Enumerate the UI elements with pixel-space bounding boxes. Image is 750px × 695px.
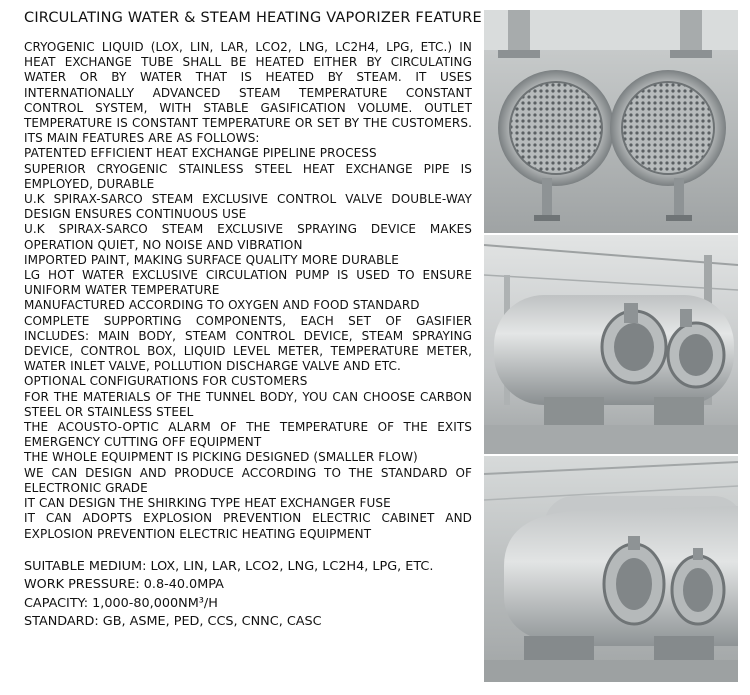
- photo-vaporizer-vessel-angle: [484, 456, 738, 682]
- spec-capacity: CAPACITY: 1,000-80,000NM³/H: [24, 595, 218, 611]
- feature-item: PATENTED EFFICIENT HEAT EXCHANGE PIPELINE PROCESS: [24, 146, 377, 161]
- feature-item: IMPORTED PAINT, MAKING SURFACE QUALITY MORE DURABLE: [24, 252, 399, 267]
- vessel-angle-illustration: [484, 456, 738, 682]
- spec-list: [24, 558, 472, 632]
- spec-pressure: WORK PRESSURE: 0.8-40.0MPA: [24, 577, 224, 593]
- feature-item: COMPLETE SUPPORTING COMPONENTS, EACH SET OF GASIFIER INCLUDES: MAIN BODY, STEAM CONTROL DEVICE, STEAM SPRAYING DEVICE, CONTROL BOX, LIQUID LEVEL METER, TEMPERATURE METER, WATER INLET VALVE, POLLUTION DISCHARGE VALVE AND ETC.: [24, 313, 472, 374]
- feature-description: [24, 40, 472, 542]
- feature-text-column: [24, 10, 482, 632]
- feature-item: THE WHOLE EQUIPMENT IS PICKING DESIGNED (SMALLER FLOW): [24, 450, 418, 465]
- optional-heading: OPTIONAL CONFIGURATIONS FOR CUSTOMERS: [24, 374, 308, 389]
- feature-item: IT CAN DESIGN THE SHIRKING TYPE HEAT EXCHANGER FUSE: [24, 496, 391, 511]
- photo-tube-sheet-closeup: [484, 10, 738, 233]
- feature-item: IT CAN ADOPTS EXPLOSION PREVENTION ELECTRIC CABINET AND EXPLOSION PREVENTION ELECTRIC HEATING EQUIPMENT: [24, 511, 472, 541]
- feature-item: FOR THE MATERIALS OF THE TUNNEL BODY, YOU CAN CHOOSE CARBON STEEL OR STAINLESS STEEL: [24, 389, 472, 419]
- feature-item: LG HOT WATER EXCLUSIVE CIRCULATION PUMP IS USED TO ENSURE UNIFORM WATER TEMPERATURE: [24, 268, 472, 298]
- feature-item: SUPERIOR CRYOGENIC STAINLESS STEEL HEAT EXCHANGE PIPE IS EMPLOYED, DURABLE: [24, 161, 472, 191]
- tube-sheet-illustration: [484, 10, 738, 233]
- vessel-illustration: [484, 235, 738, 454]
- spec-standard: STANDARD: GB, ASME, PED, CCS, CNNC, CASC: [24, 614, 322, 630]
- intro-paragraph: CRYOGENIC LIQUID (LOX, LIN, LAR, LCO2, LNG, LC2H4, LPG, ETC.) IN HEAT EXCHANGE TUBE SHALL BE HEATED EITHER BY CIRCULATING WATER OR BY WATER THAT IS HEATED BY STEAM. IT USES INTERNATIONALLY ADVANCED STEAM TEMPERATURE CONSTANT CONTROL SYSTEM, WITH STABLE GASIFICATION VOLUME. OUTLET TEMPERATURE IS CONSTANT TEMPERATURE OR SET BY THE CUSTOMERS. ITS MAIN FEATURES ARE AS FOLLOWS:: [24, 40, 472, 146]
- photo-vaporizer-vessel-side: [484, 235, 738, 454]
- feature-item: MANUFACTURED ACCORDING TO OXYGEN AND FOOD STANDARD: [24, 298, 420, 313]
- feature-item: U.K SPIRAX-SARCO STEAM EXCLUSIVE CONTROL VALVE DOUBLE-WAY DESIGN ENSURES CONTINUOUS USE: [24, 192, 472, 222]
- feature-item: WE CAN DESIGN AND PRODUCE ACCORDING TO THE STANDARD OF ELECTRONIC GRADE: [24, 465, 472, 495]
- feature-item: U.K SPIRAX-SARCO STEAM EXCLUSIVE SPRAYING DEVICE MAKES OPERATION QUIET, NO NOISE AND VIBRATION: [24, 222, 472, 252]
- feature-item: THE ACOUSTO-OPTIC ALARM OF THE TEMPERATURE OF THE EXITS EMERGENCY CUTTING OFF EQUIPMENT: [24, 420, 472, 450]
- page-title: CIRCULATING WATER & STEAM HEATING VAPORIZER FEATURE: [24, 10, 482, 26]
- spec-medium: SUITABLE MEDIUM: LOX, LIN, LAR, LCO2, LNG, LC2H4, LPG, ETC.: [24, 558, 434, 574]
